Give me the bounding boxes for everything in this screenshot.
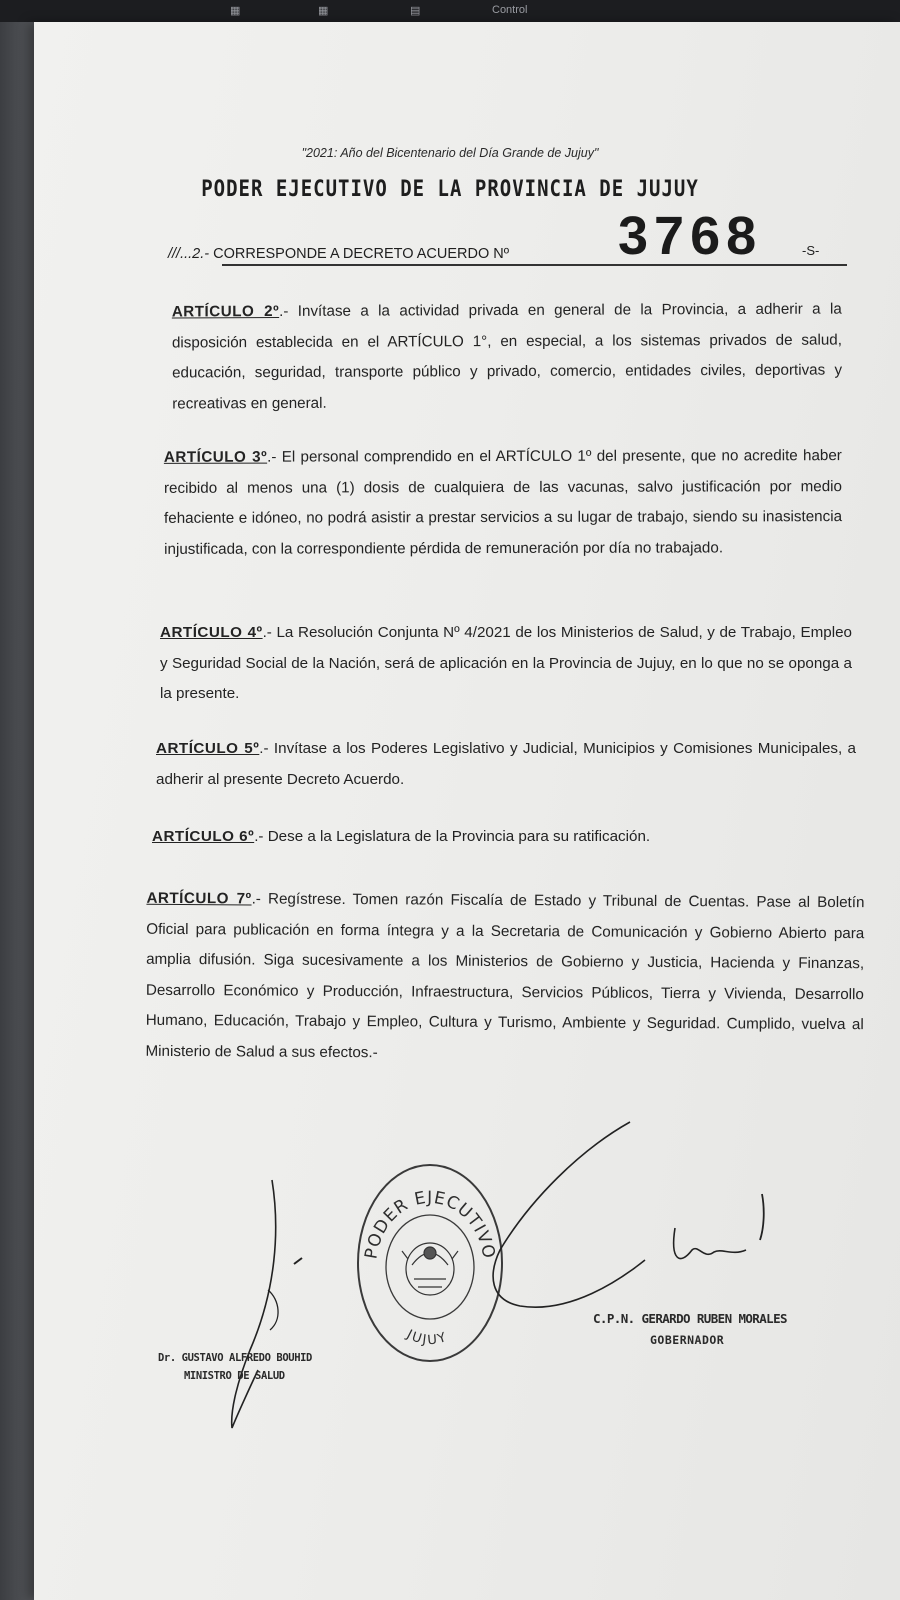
article-sep: .-: [267, 448, 277, 466]
article-text: Dese a la Legislatura de la Provincia para su ratificación.: [263, 828, 651, 845]
article-6: [152, 822, 856, 853]
control-button[interactable]: Control: [492, 4, 528, 16]
document-icon[interactable]: ▤: [410, 5, 421, 17]
article-title: ARTÍCULO 6º: [152, 828, 255, 845]
corresponds-line: [168, 246, 509, 262]
article-2: [172, 295, 843, 420]
coat-of-arms-icon: [402, 1243, 458, 1295]
article-sep: .-: [254, 828, 264, 845]
page-marker: ///...2.-: [168, 246, 210, 262]
minister-name: Dr. GUSTAVO ALFREDO BOUHID: [158, 1352, 312, 1364]
governor-name: C.P.N. GERARDO RUBEN MORALES: [593, 1311, 787, 1326]
corresponds-label: CORRESPONDE A DECRETO ACUERDO Nº: [213, 246, 510, 262]
seal-top-text: PODER EJECUTIVO: [361, 1187, 499, 1261]
article-text: Invítase a los Poderes Legislativo y Judicial, Municipios y Comisiones Municipales, a adherir al presente Decreto Acuerdo.: [156, 740, 856, 788]
window-top-bar: [0, 0, 900, 22]
grid-icon[interactable]: ▦: [318, 5, 329, 17]
article-sep: .-: [259, 740, 269, 757]
article-sep: .-: [279, 302, 289, 320]
document-heading: PODER EJECUTIVO DE LA PROVINCIA DE JUJUY: [201, 176, 699, 202]
desk-edge: [0, 22, 34, 1600]
article-text: Invítase a la actividad privada en general de la Provincia, a adherir a la disposición establecida en el ARTÍCULO 1°, en especial, a los sistemas privados de salud, educación, seguridad, transporte público y privado, comercio, entidades civiles, deportivas y recreativas en general.: [171, 300, 843, 412]
minister-signature-icon: [210, 1170, 330, 1440]
seal-bottom-text: JUJUY: [404, 1327, 450, 1349]
governor-signature-icon: [470, 1110, 790, 1330]
article-text: La Resolución Conjunta Nº 4/2021 de los Ministerios de Salud, y de Trabajo, Empleo y Seguridad Social de la Nación, será de aplicación en la Provincia de Jujuy, en lo que no se oponga a la presente.: [160, 624, 852, 702]
article-text: El personal comprendido en el ARTÍCULO 1º del presente, que no acredite haber recibido al menos una (1) dosis de cualquiera de las vacunas, salvo justificación por medio fehaciente e idóneo, no podrá asistir a prestar servicios a su lugar de trabajo, siendo su inasistencia injustificada, con la correspondiente pérdida de remuneración por día no trabajado.: [163, 447, 843, 558]
article-title: ARTÍCULO 5º: [156, 740, 260, 757]
year-motto: "2021: Año del Bicentenario del Día Grande de Jujuy": [301, 146, 599, 160]
decree-number: 3768: [618, 206, 763, 266]
article-title: ARTÍCULO 3º: [163, 448, 268, 466]
article-title: ARTÍCULO 2º: [171, 302, 280, 321]
article-text: Regístrese. Tomen razón Fiscalía de Estado y Tribunal de Cuentas. Pase al Boletín Oficial para publicación en forma íntegra y a la Secretaria de Comunicación y Gobierno Abierto para amplia difusión. Siga sucesivamente a los Ministerios de Gobierno y Justicia, Hacienda y Finanzas, Desarrollo Económico y Producción, Infraestructura, Servicios Públicos, Tierra y Vivienda, Desarrollo Humano, Educación, Trabajo y Empleo, Cultura y Turismo, Ambiente y Seguridad. Cumplido, vuelva al Ministerio de Salud a sus efectos.-: [145, 890, 865, 1061]
article-5: [156, 734, 856, 795]
minister-title: MINISTRO DE SALUD: [184, 1370, 285, 1382]
decree-suffix: -S-: [802, 243, 820, 258]
article-sep: .-: [251, 890, 261, 908]
article-sep: .-: [262, 624, 272, 641]
governor-title: GOBERNADOR: [650, 1333, 725, 1347]
article-title: ARTÍCULO 4º: [160, 624, 263, 641]
article-7: [145, 884, 864, 1071]
article-title: ARTÍCULO 7º: [146, 889, 252, 908]
article-4: [160, 618, 852, 710]
window-tile-icon[interactable]: ▦: [230, 5, 241, 17]
article-3: [164, 441, 842, 565]
